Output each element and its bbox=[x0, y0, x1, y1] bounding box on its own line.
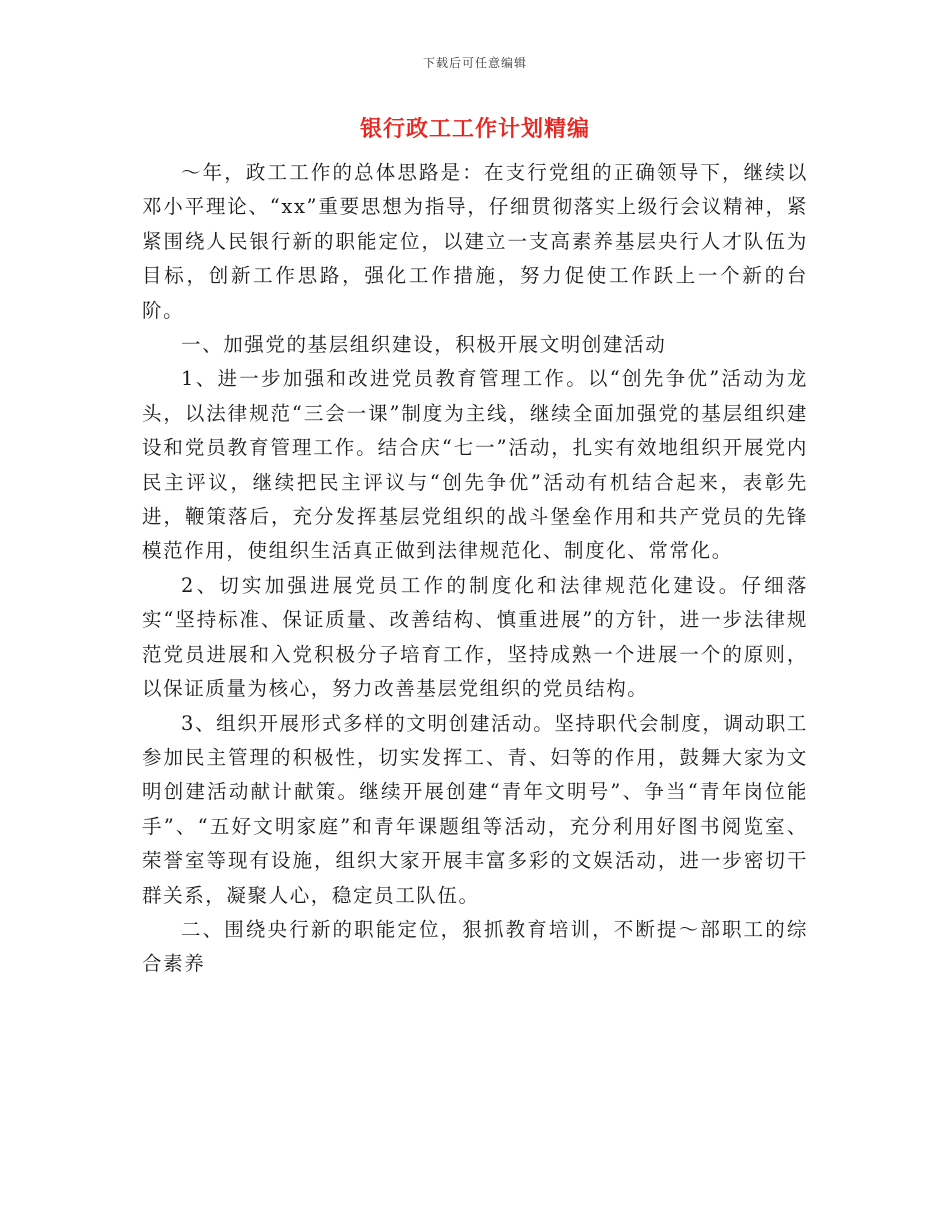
paragraph-item-1: 1、进一步加强和改进党员教育管理工作。以“创先争优”活动为龙头，以法律规范“三会一课”制度为主线，继续全面加强党的基层组织建设和党员教育管理工作。结合庆“七一”活动，扎实有效地组织开展党内民主评议，继续把民主评议与“创先争优”活动有机结合起来，表彰先进，鞭策落后，充分发挥基层党组织的战斗堡垒作用和共产党员的先锋模范作用，使组织生活真正做到法律规范化、制度化、常常化。 bbox=[142, 367, 808, 563]
paragraph-item-3: 3、组织开展形式多样的文明创建活动。坚持职代会制度，调动职工参加民主管理的积极性，切实发挥工、青、妇等的作用，鼓舞大家为文明创建活动献计献策。继续开展创建“青年文明号”、争当“青年岗位能手”、“五好文明家庭”和青年课题组等活动，充分利用好图书阅览室、荣誉室等现有设施，组织大家开展丰富多彩的文娱活动，进一步密切干群关系，凝聚人心，稳定员工队伍。 bbox=[142, 711, 808, 907]
header-note: 下载后可任意编辑 bbox=[422, 56, 527, 70]
document-title: 银行政工工作计划精编 bbox=[359, 116, 590, 142]
paragraph-intro: ～年，政工工作的总体思路是：在支行党组的正确领导下，继续以邓小平理论、“xx”重要思想为指导，仔细贯彻落实上级行会议精神，紧紧围绕人民银行新的职能定位，以建立一支高素养基层央行人才队伍为目标，创新工作思路，强化工作措施，努力促使工作跃上一个新的台阶。 bbox=[142, 161, 808, 322]
document-body bbox=[142, 156, 808, 982]
paragraph-item-2: 2、切实加强进展党员工作的制度化和法律规范化建设。仔细落实“坚持标准、保证质量、改善结构、慎重进展”的方针，进一步法律规范党员进展和入党积极分子培育工作，坚持成熟一个进展一个的原则，以保证质量为核心，努力改善基层党组织的党员结构。 bbox=[142, 573, 808, 701]
section-heading-2: 二、围绕央行新的职能定位，狠抓教育培训，不断提～部职工的综合素养 bbox=[142, 917, 808, 976]
section-heading-1: 一、加强党的基层组织建设，积极开展文明创建活动 bbox=[181, 333, 667, 357]
